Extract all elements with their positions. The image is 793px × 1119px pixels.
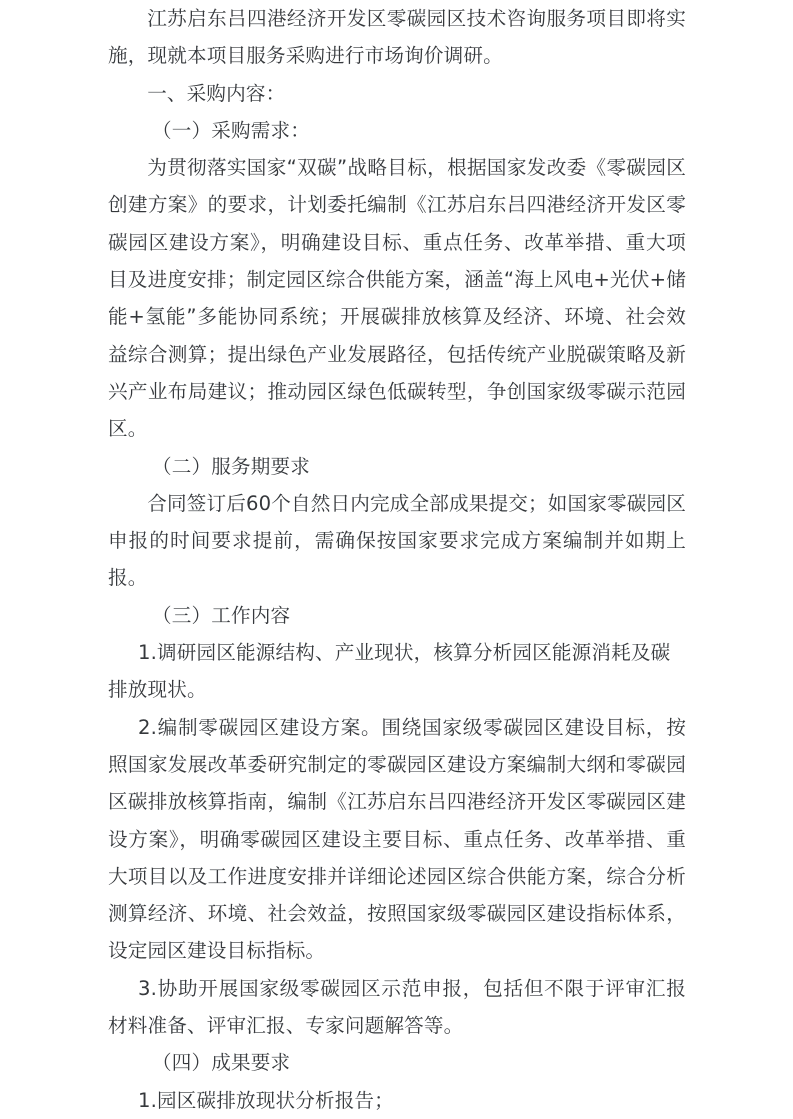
document-text-body: [108, 0, 686, 1119]
heading-procurement-requirements: （一）采购需求：: [152, 118, 310, 142]
list-item-work-2: 2.编制零碳园区建设方案。围绕国家级零碳园区建设目标，按照国家发展改革委研究制定的零碳园区建设方案编制大纲和零碳园区碳排放核算指南，编制《江苏启东吕四港经济开发区零碳园区建设方案》，明确零碳园区建设主要目标、重点任务、改革举措、重大项目以及工作进度安排并详细论述园区综合供能方案，综合分析测算经济、环境、社会效益，按照国家级零碳园区建设指标体系，设定园区建设目标指标。: [108, 715, 686, 963]
list-item-deliverable-1: 1.园区碳排放现状分析报告；: [138, 1088, 394, 1112]
list-item-work-3: 3.协助开展国家级零碳园区示范申报，包括但不限于评审汇报材料准备、评审汇报、专家问题解答等。: [108, 976, 686, 1038]
heading-service-period: （二）服务期要求: [152, 454, 310, 478]
list-item-work-1: 1.调研园区能源结构、产业现状，核算分析园区能源消耗及碳排放现状。: [108, 641, 671, 702]
heading-work-content: （三）工作内容: [152, 603, 291, 627]
paragraph-service-period-body: 合同签订后60个自然日内完成全部成果提交；如国家零碳园区申报的时间要求提前，需确保按国家要求完成方案编制并如期上报。: [108, 491, 686, 590]
paragraph-intro: 江苏启东吕四港经济开发区零碳园区技术咨询服务项目即将实施，现就本项目服务采购进行市场询价调研。: [108, 7, 686, 68]
heading-procurement-content: 一、采购内容：: [147, 81, 286, 105]
paragraph-requirement-body: 为贯彻落实国家“双碳”战略目标，根据国家发改委《零碳园区创建方案》的要求，计划委托编制《江苏启东吕四港经济开发区零碳园区建设方案》，明确建设目标、重点任务、改革举措、重大项目及进度安排；制定园区综合供能方案，涵盖“海上风电+光伏+储能+氢能”多能协同系统；开展碳排放核算及经济、环境、社会效益综合测算；提出绿色产业发展路径，包括传统产业脱碳策略及新兴产业布局建议；推动园区绿色低碳转型，争创国家级零碳示范园区。: [108, 156, 686, 441]
heading-deliverable-requirements: （四）成果要求: [152, 1051, 291, 1075]
